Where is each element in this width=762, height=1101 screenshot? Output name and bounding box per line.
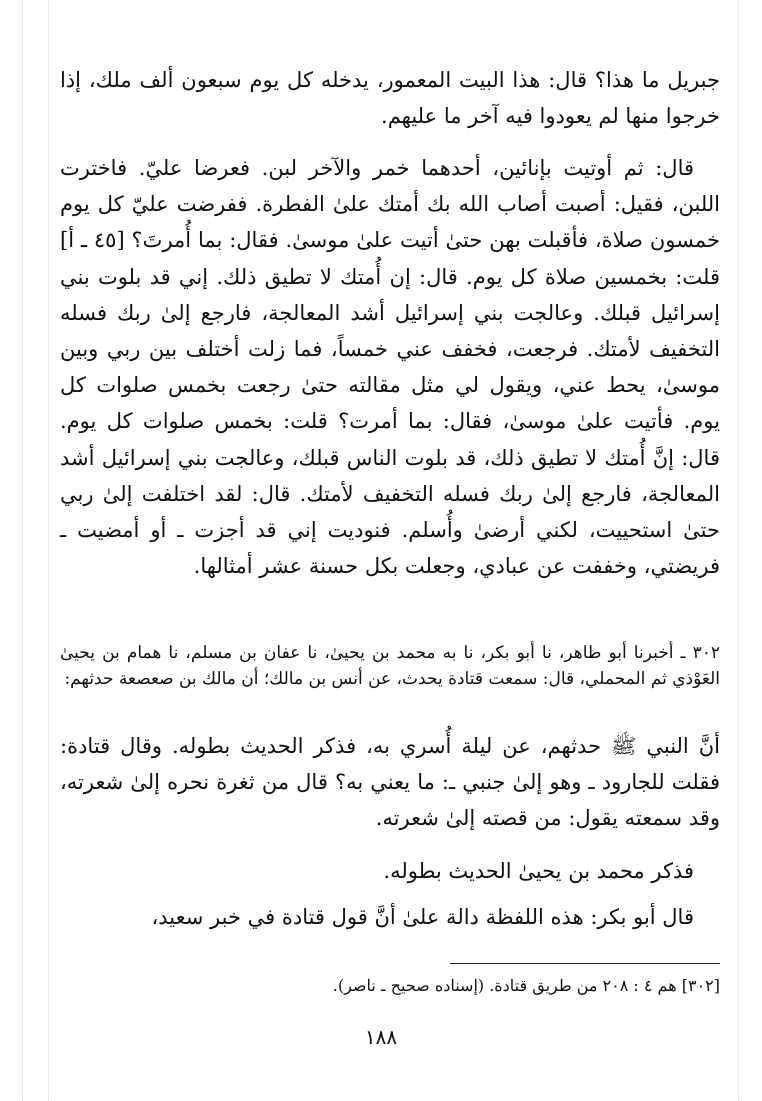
page-number: ١٨٨	[364, 1025, 398, 1049]
paragraph-text: فذكر محمد بن يحيىٰ الحديث بطوله.	[383, 859, 694, 883]
text-paragraph-4	[60, 728, 720, 837]
paragraph-text: قال: ثم أوتيت بإنائين، أحدهما خمر والآخر لبن. فعرضا عليّ. فاخترت اللبن، فقيل: أصبت أصاب الله بك أمتك علىٰ الفطرة. ففرضت عليّ كل يوم خمسون صلاة، فأقبلت بهن حتىٰ أتيت علىٰ موسىٰ. فقال: بما أُمرتَ؟ [٤٥ ـ أ] قلت: بخمسين صلاة كل يوم. قال: إن أُمتك لا تطيق ذلك. إني قد بلوت بني إسرائيل قبلك. وعالجت بني إسرائيل أشد المعالجة، فارجع إلىٰ ربك فسله التخفيف لأمتك. فرجعت، فخفف عني خمساً، فما زلت أختلف بين ربي وبين موسىٰ، يحط عني، ويقول لي مثل مقالته حتىٰ رجعت بخمس صلوات كل يوم. فأتيت علىٰ موسىٰ، فقال: بما أمرت؟ قلت: بخمس صلوات كل يوم. قال: إنَّ أُمتك لا تطيق ذلك، قد بلوت الناس قبلك، وعالجت بني إسرائيل أشد المعالجة، فارجع إلىٰ ربك فسله التخفيف لأمتك. قال: لقد اختلفت إلىٰ ربي حتىٰ استحييت، لكني أرضىٰ وأُسلم. فنوديت إني قد أجزت ـ أو أمضيت ـ فريضتي، وخففت عن عبادي، وجعلت بكل حسنة عشر أمثالها.	[60, 156, 720, 579]
footnote: [٣٠٢] هم ٤ : ٢٠٨ من طريق قتادة. (إسناده صحيح ـ ناصر).	[332, 976, 720, 995]
paragraph-text: أنَّ النبي ﷺ حدثهم، عن ليلة أُسري به، فذكر الحديث بطوله. وقال قتادة: فقلت للجارود ـ وهو إلىٰ جنبي ـ: ما يعني به؟ قال من ثغرة نحره إلىٰ شعرته، وقد سمعته يقول: من قصته إلىٰ شعرته.	[60, 734, 720, 831]
text-paragraph-5	[60, 853, 720, 889]
hadith-chain-paragraph	[60, 640, 720, 692]
footnote-divider	[450, 963, 720, 964]
text-paragraph-6	[60, 899, 720, 935]
scan-guide-line	[738, 0, 739, 1101]
scan-guide-line	[48, 0, 49, 1101]
isnad-text: ٣٠٢ ـ أخبرنا أبو طاهر، نا أبو بكر، نا به محمد بن يحيىٰ، نا عفان بن مسلم، نا همام بن يحيىٰ العَوْذي ثم المحملي، قال: سمعت قتادة يحدث، عن أنس بن مالك؛ أن مالك بن صعصعة حدثهم:	[60, 643, 720, 689]
paragraph-text: جبريل ما هذا؟ قال: هذا البيت المعمور، يدخله كل يوم سبعون ألف ملك، إذا خرجوا منها لم يعودوا فيه آخر ما عليهم.	[60, 68, 720, 129]
text-paragraph-1	[60, 62, 720, 134]
text-paragraph-2	[60, 150, 720, 584]
scan-guide-line	[22, 0, 23, 1101]
paragraph-text: قال أبو بكر: هذه اللفظة دالة علىٰ أنَّ قول قتادة في خبر سعيد،	[151, 905, 694, 929]
